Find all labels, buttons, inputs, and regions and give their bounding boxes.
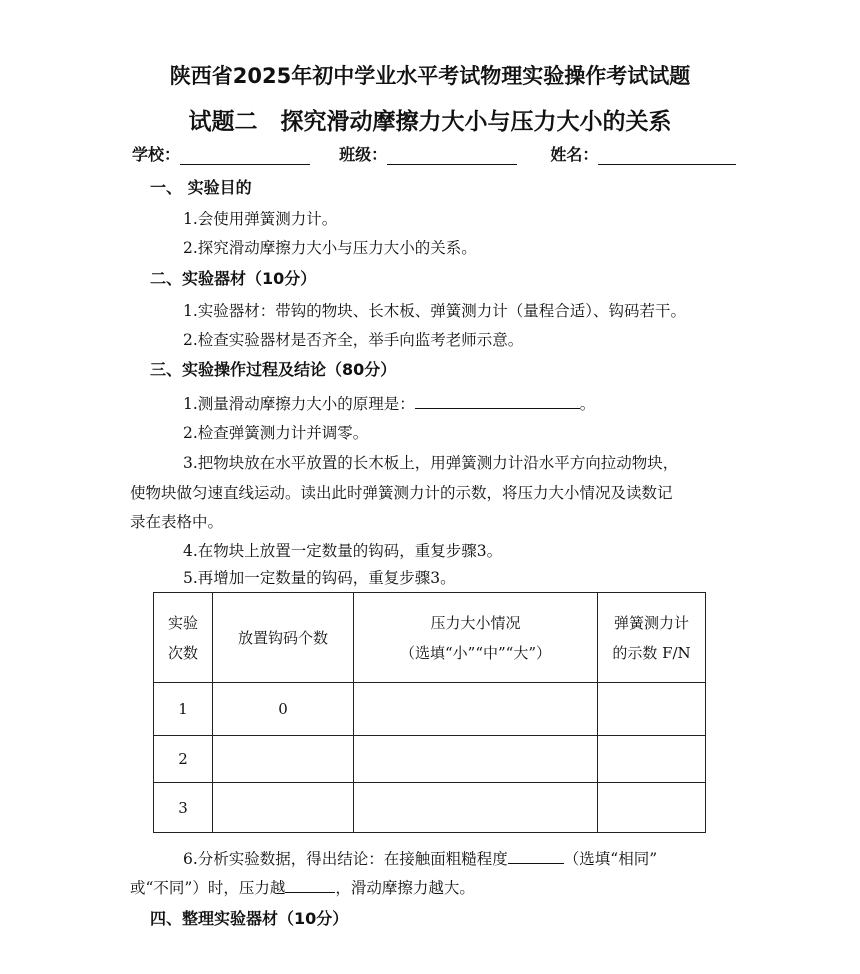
table-header-row <box>154 593 706 683</box>
step-6-line-2 <box>130 876 475 898</box>
step-6-text-c: 或“不同”）时，压力越 <box>130 879 286 897</box>
step-6-text-a: 6.分析实验数据，得出结论：在接触面粗糙程度 <box>183 850 508 868</box>
pressure-cell[interactable] <box>354 683 598 736</box>
school-label: 学校： <box>132 145 181 164</box>
purpose-item-2: 2.探究滑动摩擦力大小与压力大小的关系。 <box>183 239 477 257</box>
section-heading-cleanup: 四、整理实验器材（10分） <box>150 909 349 928</box>
reading-cell[interactable] <box>598 783 706 833</box>
step-6-text-d: ，滑动摩擦力越大。 <box>335 879 475 897</box>
step-3-line-3: 录在表格中。 <box>130 513 224 531</box>
pressure-cell[interactable] <box>354 736 598 783</box>
section-heading-purpose: 一、 实验目的 <box>150 178 252 197</box>
weights-cell[interactable] <box>213 736 354 783</box>
materials-item-1: 1.实验器材：带钩的物块、长木板、弹簧测力计（量程合适）、钩码若干。 <box>183 302 687 320</box>
step-4: 4.在物块上放置一定数量的钩码，重复步骤3。 <box>183 542 503 560</box>
header-pressure: 压力大小情况 （选填“小”“中”“大”） <box>354 593 598 683</box>
step-1 <box>183 392 595 414</box>
table-row <box>154 683 706 736</box>
header-trial: 实验 次数 <box>154 593 213 683</box>
step-1-text: 1.测量滑动摩擦力大小的原理是： <box>183 395 415 413</box>
trial-cell: 1 <box>154 683 213 736</box>
name-field[interactable] <box>598 148 736 165</box>
step-2: 2.检查弹簧测力计并调零。 <box>183 424 369 442</box>
table-row <box>154 736 706 783</box>
principle-blank[interactable] <box>415 393 580 409</box>
weights-cell: 0 <box>213 683 354 736</box>
school-field[interactable] <box>180 148 310 165</box>
table-row <box>154 783 706 833</box>
exam-title: 陕西省2025年初中学业水平考试物理实验操作考试试题 <box>169 64 691 88</box>
weights-cell[interactable] <box>213 783 354 833</box>
question-title: 试题二 探究滑动摩擦力大小与压力大小的关系 <box>188 109 672 135</box>
data-table <box>153 592 706 833</box>
materials-item-2: 2.检查实验器材是否齐全，举手向监考老师示意。 <box>183 331 524 349</box>
step-3-line-1: 3.把物块放在水平放置的长木板上，用弹簧测力计沿水平方向拉动物块， <box>183 454 679 472</box>
step-6-text-b: （选填“相同” <box>563 850 658 868</box>
roughness-blank[interactable] <box>508 848 564 864</box>
step-5: 5.再增加一定数量的钩码，重复步骤3。 <box>183 569 456 587</box>
section-heading-materials: 二、实验器材（10分） <box>150 269 317 288</box>
class-label: 班级： <box>339 145 388 164</box>
section-heading-procedure: 三、实验操作过程及结论（80分） <box>150 360 397 379</box>
purpose-item-1: 1.会使用弹簧测力计。 <box>183 210 338 228</box>
class-field[interactable] <box>387 148 517 165</box>
step-6-line-1 <box>183 847 657 869</box>
header-reading: 弹簧测力计 的示数 F/N <box>598 593 706 683</box>
trial-cell: 2 <box>154 736 213 783</box>
reading-cell[interactable] <box>598 736 706 783</box>
name-label: 姓名： <box>550 145 599 164</box>
reading-cell[interactable] <box>598 683 706 736</box>
step-1-suffix: 。 <box>579 395 596 413</box>
trial-cell: 3 <box>154 783 213 833</box>
pressure-cell[interactable] <box>354 783 598 833</box>
step-3-line-2: 使物块做匀速直线运动。读出此时弹簧测力计的示数，将压力大小情况及读数记 <box>130 484 673 502</box>
header-weights: 放置钩码个数 <box>213 593 354 683</box>
pressure-blank[interactable] <box>285 877 335 893</box>
student-info-row <box>132 142 736 165</box>
